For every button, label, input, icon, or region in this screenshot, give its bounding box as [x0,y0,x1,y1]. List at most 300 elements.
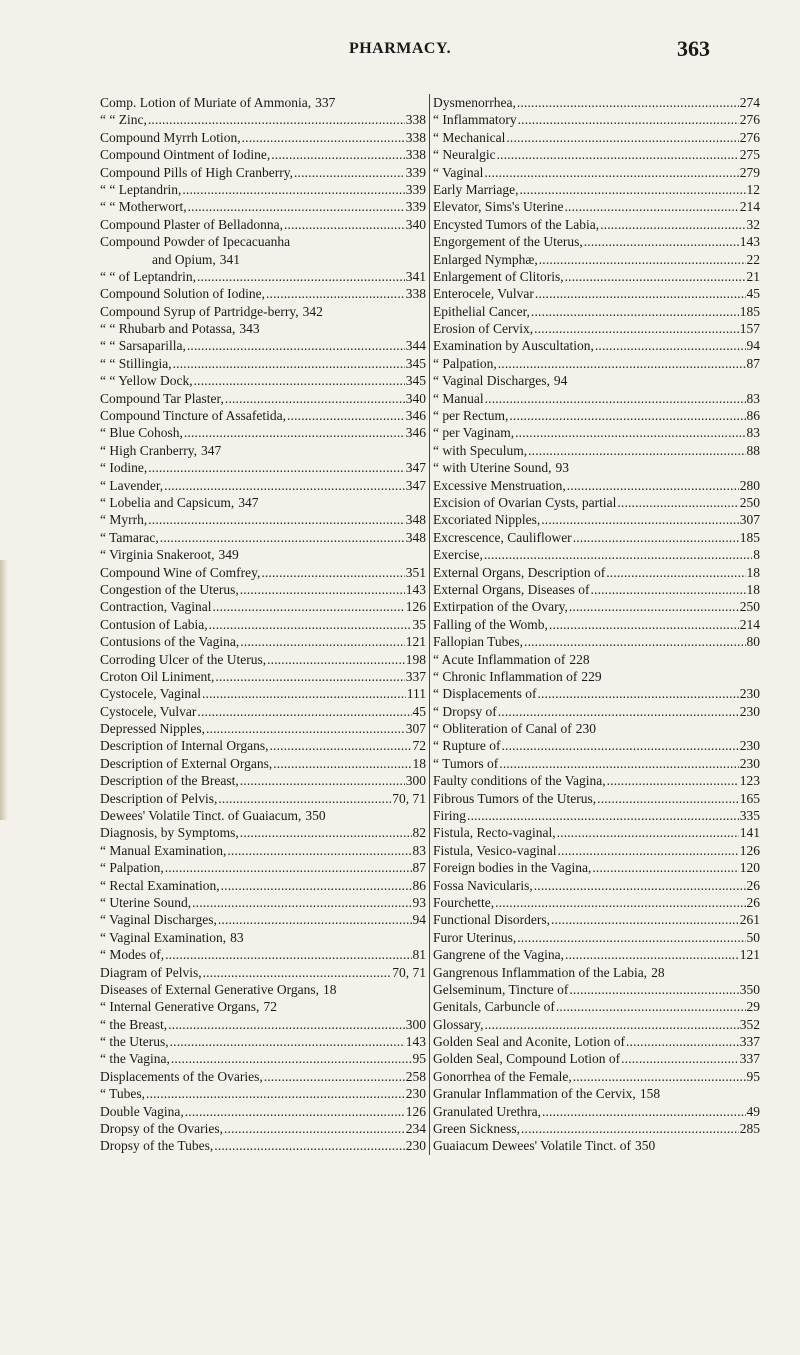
index-entry [433,1103,760,1120]
index-entry-page: 18 [412,755,426,771]
dot-leader [549,616,739,633]
dot-leader [557,824,739,841]
dot-leader [485,1016,739,1033]
dot-leader [240,633,405,650]
index-entry-page: 338 [405,286,426,302]
index-entry-term: Compound Ointment of Iodine, [100,147,271,163]
index-entry-term: Fistula, Vesico-vaginal [433,842,557,858]
page-header [0,36,800,76]
index-entry [100,129,426,146]
index-entry-term: “ Manual [433,390,484,406]
dot-leader [218,911,412,928]
index-entry-page: 234 [405,1121,426,1137]
index-entry-term: Firing [433,808,467,824]
index-entry-term: Compound Wine of Comfrey, [100,564,261,580]
index-entry-term: Contusion of Labia, [100,616,208,632]
index-entry-term: Gangrenous Inflammation of the Labia, [433,964,648,980]
index-entry-page: 341 [405,268,426,284]
dot-leader [484,546,752,563]
index-entry-page: 143 [405,1034,426,1050]
index-entry [100,285,426,302]
dot-leader [148,111,405,128]
index-entry [433,964,760,981]
index-entry-page: 121 [405,634,426,650]
dot-leader [267,651,405,668]
index-entry [100,981,426,998]
index-entry-page: 341 [219,251,240,267]
index-entry-page: 345 [405,373,426,389]
page-number: 363 [677,36,710,61]
index-entry [100,1085,426,1102]
index-entry-term: Golden Seal and Aconite, Lotion of [433,1034,625,1050]
dot-leader [146,1085,405,1102]
index-entry [433,424,760,441]
index-entry-term: Excoriated Nipples, [433,512,541,528]
index-entry-term: Diagram of Pelvis, [100,964,202,980]
index-entry [433,511,760,528]
dot-leader [499,755,738,772]
index-entry [433,268,760,285]
index-entry-term: “ the Uterus, [100,1034,169,1050]
index-entry-page: 70, 71 [392,790,426,806]
index-entry [433,337,760,354]
index-entry-page: 338 [405,147,426,163]
index-entry-term: External Organs, Description of [433,564,606,580]
index-entry [433,564,760,581]
index-entry-term: Diagnosis, by Symptoms, [100,825,239,841]
index-entry-term: “ Uterine Sound, [100,894,192,910]
index-entry [100,424,426,441]
index-entry-page: 346 [405,425,426,441]
index-entry-page: 351 [405,564,426,580]
index-entry-page: 123 [739,773,760,789]
index-column-right [430,94,760,1155]
dot-leader [271,146,405,163]
dot-leader [273,755,411,772]
index-entry-term: “ Neuralgic [433,147,496,163]
index-entry [433,877,760,894]
dot-leader [294,164,405,181]
index-entry-page: 230 [739,686,760,702]
index-entry-term: “ “ Stillingia, [100,355,172,371]
dot-leader [569,598,739,615]
index-entry-page: 95 [746,1068,760,1084]
index-entry-term: Enlarged Nymphæ, [433,251,538,267]
index-entry [433,824,760,841]
index-entry-term: Genitals, Carbuncle of [433,999,555,1015]
index-entry-term: “ Rectal Examination, [100,877,220,893]
index-entry-page: 70, 71 [392,964,426,980]
index-entry-term: Early Marriage, [433,181,519,197]
index-entry-term: “ per Rectum, [433,408,509,424]
index-entry-page: 93 [555,460,569,476]
dot-leader [565,268,746,285]
index-entry [433,1137,760,1154]
index-entry [433,998,760,1015]
index-entry-page: 29 [746,999,760,1015]
index-entry-page: 26 [746,894,760,910]
index-entry-page: 230 [405,1138,426,1154]
index-entry-page: 185 [739,303,760,319]
index-entry [100,598,426,615]
index-entry-page: 18 [746,581,760,597]
index-entry [100,564,426,581]
index-entry [100,442,426,459]
index-entry-term: “ Manual Examination, [100,842,227,858]
dot-leader [261,564,404,581]
dot-leader [606,564,745,581]
index-entry-page: 45 [412,703,426,719]
index-entry-term: Examination by Auscultation, [433,338,594,354]
index-entry-term: “ Displacements of [433,686,537,702]
dot-leader [266,285,405,302]
dot-leader [521,1120,739,1137]
index-entry [433,929,760,946]
index-entry-page: 121 [739,947,760,963]
index-entry-page: 343 [239,321,260,337]
dot-leader [287,407,405,424]
index-entry-term: “ Obliteration of Canal of [433,721,572,737]
index-entry-term: “ Vaginal Examination, [100,929,227,945]
index-entry [433,616,760,633]
index-entry-page: 158 [639,1086,661,1102]
dot-leader [495,894,745,911]
index-entry-term: “ Acute Inflammation of [433,651,566,667]
index-entry-page: 340 [405,390,426,406]
dot-leader [173,355,405,372]
index-entry [433,737,760,754]
index-entry-page: 126 [405,1103,426,1119]
index-entry-term: “ the Vagina, [100,1051,170,1067]
index-entry-page: 261 [739,912,760,928]
dot-leader [531,303,739,320]
index-entry [433,146,760,163]
index-entry-page: 214 [739,199,760,215]
index-entry-term: Description of the Breast, [100,773,239,789]
index-entry-term: Guaiacum Dewees' Volatile Tinct. of [433,1138,632,1154]
index-entry [433,285,760,302]
index-entry [100,251,426,268]
index-entry-term: Falling of the Womb, [433,616,548,632]
index-entry [100,1033,426,1050]
index-entry-term: Contusions of the Vagina, [100,634,240,650]
index-entry-page: 18 [323,981,337,997]
index-entry [100,911,426,928]
index-entry-page: 93 [412,894,426,910]
index-entry-page: 228 [569,651,590,667]
index-entry-page: 230 [405,1086,426,1102]
dot-leader [617,494,738,511]
index-entry [100,494,426,511]
dot-leader [498,355,746,372]
index-entry-page: 22 [746,251,760,267]
dot-leader [160,529,405,546]
running-title: PHARMACY. [348,40,452,57]
index-entry [100,355,426,372]
index-entry [433,477,760,494]
index-entry-page: 50 [746,929,760,945]
index-entry [100,320,426,337]
index-entry [100,790,426,807]
index-entry-term: “ Lobelia and Capsicum, [100,494,235,510]
index-entry-term: Excision of Ovarian Cysts, partial [433,494,617,510]
index-entry [100,1120,426,1137]
index-entry-term: “ “ Motherwort, [100,199,187,215]
index-entry-page: 340 [405,216,426,232]
index-entry-term: “ Palpation, [433,355,497,371]
index-entry-page: 26 [746,877,760,893]
index-entry-term: “ with Speculum, [433,442,528,458]
index-entry-term: Double Vagina, [100,1103,184,1119]
index-entry [433,216,760,233]
dot-leader [194,372,405,389]
dot-leader [557,842,738,859]
index-entry [100,1103,426,1120]
dot-leader [484,164,738,181]
index-entry [433,94,760,111]
index-entry-page: 337 [739,1051,760,1067]
index-entry-term: Gonorrhea of the Female, [433,1068,572,1084]
dot-leader [218,790,391,807]
index-entry-page: 111 [406,686,426,702]
index-entry-page: 94 [746,338,760,354]
index-entry [433,755,760,772]
index-entry-term: “ Myrrh, [100,512,148,528]
index-entry-page: 95 [412,1051,426,1067]
index-entry [433,894,760,911]
dot-leader [535,285,746,302]
index-entry-term: “ Tamarac, [100,529,159,545]
dot-leader [565,198,739,215]
dot-leader [214,1137,404,1154]
index-entry [433,598,760,615]
index-entry-term: “ Mechanical [433,129,506,145]
index-entry-page: 346 [405,408,426,424]
index-entry-page: 120 [739,860,760,876]
index-entry-term: “ Blue Cohosh, [100,425,183,441]
index-entry-term: “ “ Zinc, [100,112,147,128]
index-entry-page: 307 [405,721,426,737]
dot-leader [224,1120,405,1137]
index-entry-term: Cystocele, Vulvar [100,703,197,719]
index-entry [433,1033,760,1050]
index-entry-term: “ Dropsy of [433,703,497,719]
dot-leader [569,981,738,998]
dot-leader [597,790,739,807]
dot-leader [573,529,739,546]
index-entry-term: Gangrene of the Vagina, [433,947,564,963]
dot-leader [197,268,405,285]
index-entry [100,198,426,215]
dot-leader [240,581,405,598]
index-entry-page: 337 [739,1034,760,1050]
index-entry [100,372,426,389]
dot-leader [164,477,405,494]
index-entry-term: “ “ of Leptandrin, [100,268,196,284]
dot-leader [148,511,405,528]
dot-leader [197,703,411,720]
dot-leader [600,216,745,233]
index-entry-page: 274 [739,95,760,110]
index-entry [100,164,426,181]
index-entry-page: 335 [739,808,760,824]
index-entry [100,633,426,650]
index-entry-page: 285 [739,1121,760,1137]
index-entry [433,981,760,998]
index-entry [433,407,760,424]
index-entry [100,477,426,494]
index-entry-page: 86 [412,877,426,893]
index-entry [100,807,426,824]
index-entry [433,390,760,407]
index-entry-page: 165 [739,790,760,806]
index-entry [100,703,426,720]
index-entry-term: Golden Seal, Compound Lotion of [433,1051,621,1067]
index-entry-term: Granulated Urethra, [433,1103,541,1119]
index-entry-term: Excrescence, Cauliflower [433,529,572,545]
index-entry-page: 198 [405,651,426,667]
index-entry-term: Compound Plaster of Belladonna, [100,216,283,232]
index-entry-term: “ the Breast, [100,1016,168,1032]
index-entry-page: 350 [739,981,760,997]
index-entry-term: “ High Cranberry, [100,442,197,458]
index-entry-term: Description of External Organs, [100,755,273,771]
index-entry [100,94,426,111]
index-entry [433,1085,760,1102]
index-entry [100,737,426,754]
dot-leader [551,911,739,928]
index-entry-page: 21 [746,268,760,284]
index-entry-term: Glossary, [433,1016,484,1032]
index-entry [100,842,426,859]
dot-leader [206,720,405,737]
index-entry-term: “ Tubes, [100,1086,146,1102]
index-entry-term: Dewees' Volatile Tinct. of Guaiacum, [100,808,302,824]
index-entry [433,581,760,598]
index-entry [433,494,760,511]
dot-leader [592,859,738,876]
index-entry-term: Erosion of Cervix, [433,321,534,337]
index-entry-page: 342 [302,303,323,319]
index-entry-page: 87 [746,355,760,371]
dot-leader [518,111,739,128]
index-entry [100,529,426,546]
dot-leader [517,929,745,946]
index-entry-page: 141 [739,825,760,841]
dot-leader [227,842,411,859]
index-entry [433,1120,760,1137]
dot-leader [534,877,746,894]
index-entry-term: “ Virginia Snakeroot, [100,547,215,563]
index-entry-page: 339 [405,164,426,180]
dot-leader [209,616,412,633]
index-entry-page: 279 [739,164,760,180]
index-entry [100,616,426,633]
index-entry-term: Dropsy of the Tubes, [100,1138,214,1154]
dot-leader [497,146,739,163]
index-entry [100,998,426,1015]
index-entry-page: 339 [405,181,426,197]
index-entry-page: 35 [412,616,426,632]
index-entry-page: 250 [739,599,760,615]
dot-leader [269,737,411,754]
index-entry [100,1016,426,1033]
index-entry [100,720,426,737]
index-entry-term: Congestion of the Uterus, [100,581,239,597]
dot-leader [509,407,745,424]
index-entry-page: 275 [739,147,760,163]
index-entry [433,790,760,807]
index-entry-term: Faulty conditions of the Vagina, [433,773,606,789]
index-entry-page: 18 [746,564,760,580]
index-entry [100,268,426,285]
index-entry-page: 300 [405,1016,426,1032]
dot-leader [184,424,405,441]
dot-leader [264,1068,405,1085]
dot-leader [621,1050,739,1067]
index-entry-page: 344 [405,338,426,354]
index-entry-term: and Opium, [152,251,216,267]
index-entry-term: “ Inflammatory [433,112,517,128]
index-entry [433,320,760,337]
index-entry-page: 347 [405,460,426,476]
index-entry-term: “ Chronic Inflammation of [433,668,578,684]
index-entry [433,111,760,128]
index-entry [100,511,426,528]
dot-leader [240,772,405,789]
index-entry-page: 230 [739,755,760,771]
dot-leader [148,459,405,476]
index-entry [433,181,760,198]
index-entry-term: Furor Uterinus, [433,929,517,945]
index-entry-page: 86 [746,408,760,424]
index-entry-page: 83 [412,842,426,858]
index-entry [433,720,760,737]
index-entry [100,111,426,128]
index-entry-term: Fistula, Recto-vaginal, [433,825,556,841]
index-entry [433,355,760,372]
index-entry-page: 72 [263,999,277,1015]
index-entry-term: Compound Pills of High Cranberry, [100,164,293,180]
index-entry [433,772,760,789]
dot-leader [192,894,411,911]
dot-leader [607,772,739,789]
index-entry-page: 258 [405,1068,426,1084]
index-entry-term: Description of Internal Organs, [100,738,269,754]
index-entry-term: “ Rupture of [433,738,501,754]
index-entry-page: 350 [635,1138,656,1154]
index-entry-page: 81 [412,947,426,963]
index-entry-term: Fossa Navicularis, [433,877,533,893]
dot-leader [542,1103,746,1120]
index-entry-page: 337 [315,95,336,110]
index-entry-page: 250 [739,494,760,510]
index-entry [100,546,426,563]
index-entry [433,546,760,563]
index-entry-page: 157 [739,321,760,337]
index-entry-term: Comp. Lotion of Muriate of Ammonia, [100,95,312,110]
dot-leader [240,824,412,841]
index-entry [433,198,760,215]
dot-leader [534,320,739,337]
index-entry-term: Elevator, Sims's Uterine [433,199,564,215]
index-entry-page: 28 [651,964,665,980]
index-entry [433,859,760,876]
index-entry-page: 8 [753,547,760,563]
index-entry [100,755,426,772]
dot-leader [225,390,405,407]
index-entry [433,529,760,546]
